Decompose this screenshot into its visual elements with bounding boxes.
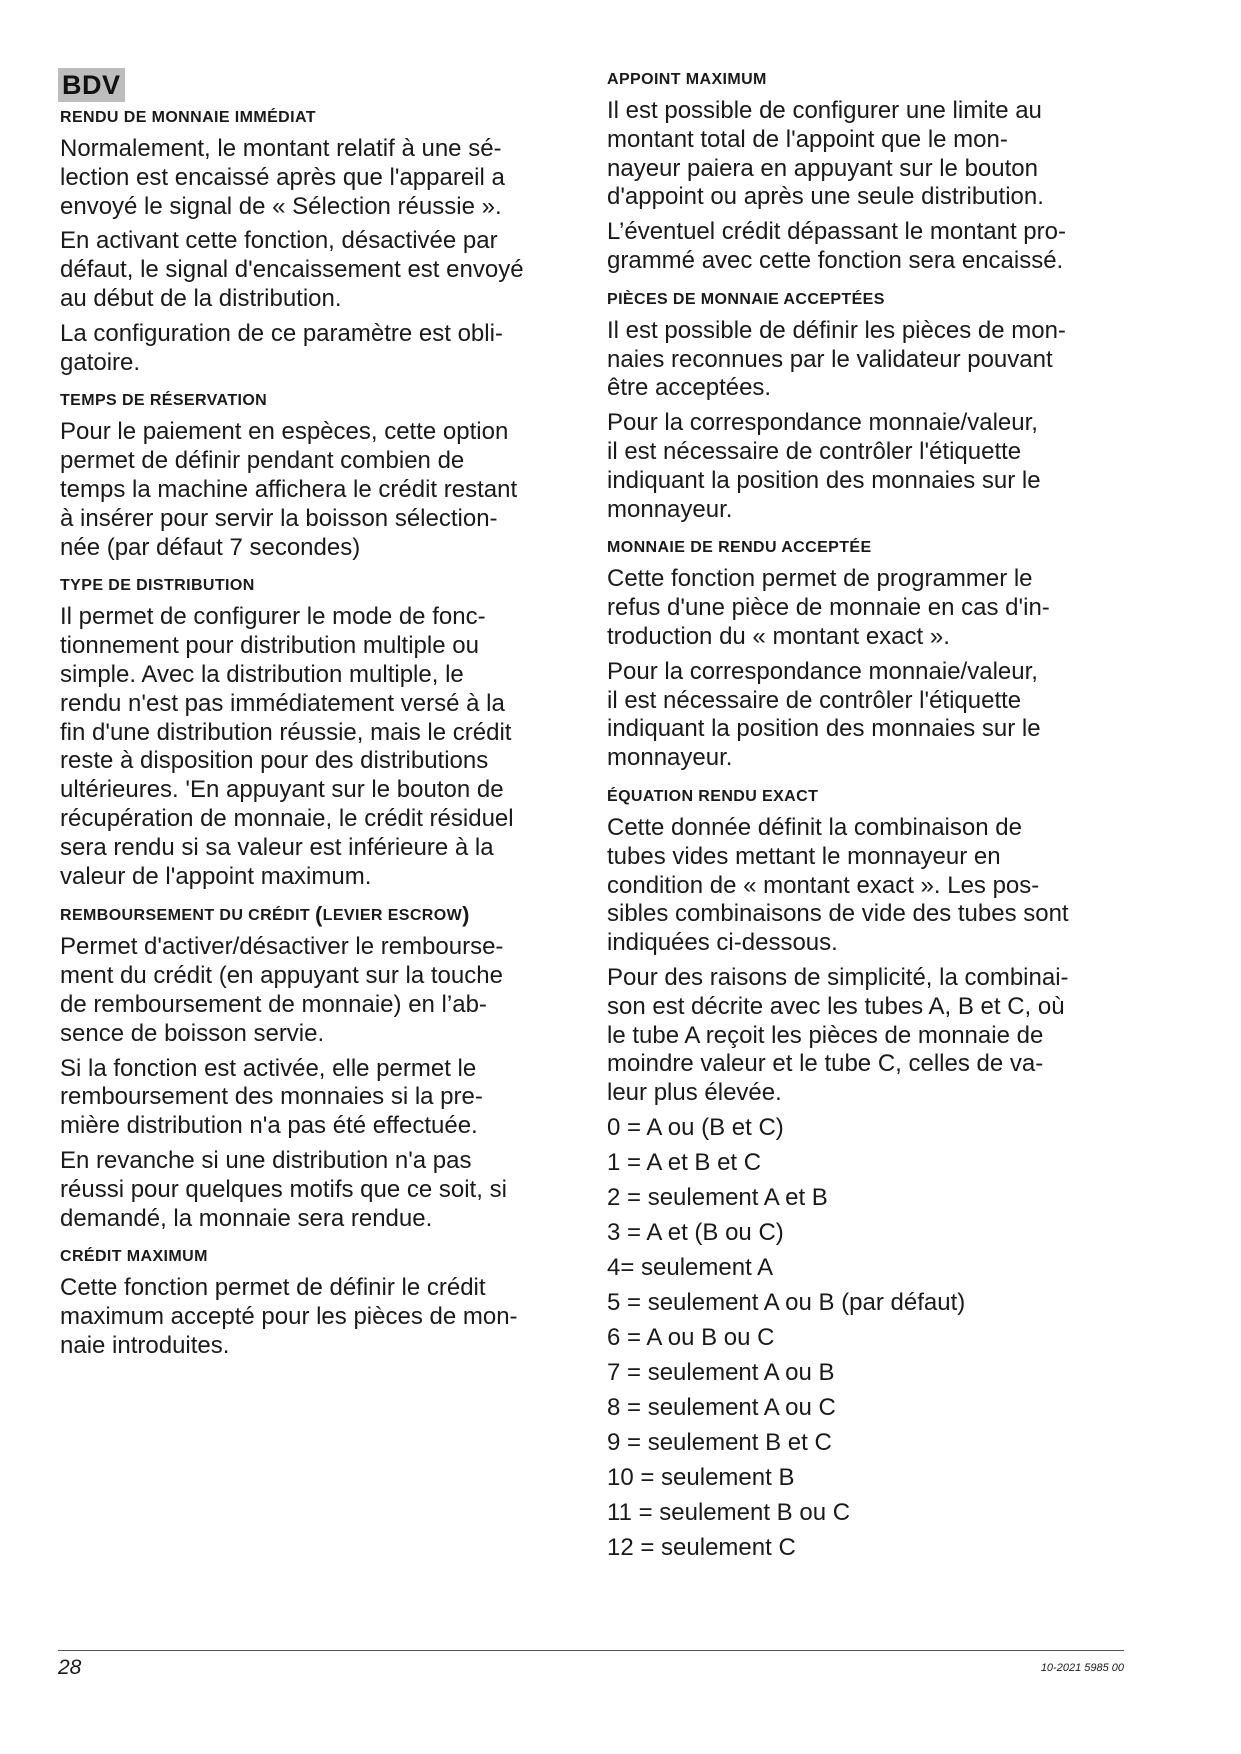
equation-item: 10 = seulement B: [607, 1463, 795, 1491]
equation-item: 1 = A et B et C: [607, 1148, 762, 1176]
left-column: [60, 108, 588, 1367]
section-monnaie-rendu-acceptee: [607, 538, 1137, 773]
paragraph: Pour le paiement en espèces, cette option permet de définir pendant combien de temps la machine affichera le crédit restant à insérer pour servir la boisson sélection- née (par défaut 7 secondes): [60, 418, 518, 561]
heading-paren-open: (: [314, 902, 323, 928]
section-pieces-acceptees: [607, 290, 1137, 525]
section-badge: BDV: [58, 68, 125, 102]
paragraph: Pour des raisons de simplicité, la combinai- son est décrite avec les tubes A, B et C, où le tube A reçoit les pièces de monnaie de moindre valeur et le tube C, celles de va- leur plus élevée.: [607, 963, 1069, 1107]
paragraph: Permet d'activer/désactiver le rembourse- ment du crédit (en appuyant sur la touche de remboursement de monnaie) en l’ab- sence de boisson servie.: [60, 933, 504, 1047]
equation-item: 5 = seulement A ou B (par défaut): [607, 1288, 966, 1316]
equation-item: 3 = A et (B ou C): [607, 1218, 784, 1246]
section-heading: [60, 902, 588, 928]
section-appoint-maximum: [607, 70, 1137, 276]
paragraph: Normalement, le montant relatif à une sé- lection est encaissé après que l'appareil a envoyé le signal de « Sélection réussie ».: [60, 135, 505, 220]
paragraph: Cette donnée définit la combinaison de tubes vides mettant le monnayeur en condition de « montant exact ». Les pos- sibles combinaisons de vide des tubes sont indiquées ci-dessous.: [607, 813, 1069, 957]
paragraph: En activant cette fonction, désactivée par défaut, le signal d'encaissement est envoyé au début de la distribution.: [60, 227, 524, 312]
paragraph: La configuration de ce paramètre est obli- gatoire.: [60, 319, 503, 376]
equation-item: 6 = A ou B ou C: [607, 1323, 775, 1351]
equation-item: 8 = seulement A ou C: [607, 1393, 836, 1421]
paragraph: Cette fonction permet de définir le crédit maximum accepté pour les pièces de mon- naie introduites.: [60, 1274, 518, 1359]
paragraph: Pour la correspondance monnaie/valeur, il est nécessaire de contrôler l'étiquette indiquant la position des monnaies sur le monnayeur.: [607, 409, 1041, 523]
equation-item: 0 = A ou (B et C): [607, 1113, 784, 1141]
section-heading: TEMPS DE RÉSERVATION: [60, 392, 268, 410]
equation-list: [607, 1114, 1137, 1563]
section-rendu-immediat: [60, 108, 588, 377]
equation-item: 2 = seulement A et B: [607, 1183, 828, 1211]
document-code: 10-2021 5985 00: [1040, 1662, 1124, 1674]
heading-text: LEVIER ESCROW: [322, 907, 463, 925]
equation-item: 7 = seulement A ou B: [607, 1358, 835, 1386]
section-remboursement-credit: [60, 902, 588, 1233]
section-type-distribution: [60, 576, 588, 891]
section-heading: MONNAIE DE RENDU ACCEPTÉE: [607, 539, 872, 557]
paragraph: Il est possible de configurer une limite au montant total de l'appoint que le mon- nayeur paiera en appuyant sur le bouton d'appoint ou après une seule distribution.: [607, 97, 1044, 211]
paragraph: En revanche si une distribution n'a pas réussi pour quelques motifs que ce soit, si demandé, la monnaie sera rendue.: [60, 1146, 507, 1232]
section-credit-maximum: [60, 1247, 588, 1360]
right-column: [607, 70, 1137, 1569]
paragraph: Cette fonction permet de programmer le refus d'une pièce de monnaie en cas d'in- troduction du « montant exact ».: [607, 565, 1050, 650]
section-heading: TYPE DE DISTRIBUTION: [60, 577, 255, 595]
section-heading: CRÉDIT MAXIMUM: [60, 1248, 208, 1266]
equation-item: 11 = seulement B ou C: [607, 1498, 851, 1526]
section-temps-reservation: [60, 391, 588, 562]
equation-item: 4= seulement A: [607, 1253, 774, 1281]
heading-text: REMBOURSEMENT DU CRÉDIT: [60, 907, 315, 925]
paragraph: Il est possible de définir les pièces de mon- naies reconnues par le validateur pouvant être acceptées.: [607, 316, 1066, 402]
page-number: 28: [58, 1656, 82, 1679]
section-heading: RENDU DE MONNAIE IMMÉDIAT: [60, 109, 316, 126]
paragraph: Si la fonction est activée, elle permet le remboursement des monnaies si la pre- mière distribution n'a pas été effectuée.: [60, 1054, 483, 1140]
paragraph: Pour la correspondance monnaie/valeur, il est nécessaire de contrôler l'étiquette indiquant la position des monnaies sur le monnayeur.: [607, 657, 1041, 772]
footer-divider: [58, 1650, 1124, 1651]
section-equation-rendu-exact: [607, 787, 1137, 1563]
equation-item: 12 = seulement C: [607, 1533, 796, 1561]
section-heading: PIÈCES DE MONNAIE ACCEPTÉES: [607, 290, 885, 308]
section-heading: APPOINT MAXIMUM: [607, 71, 767, 88]
equation-item: 9 = seulement B et C: [607, 1428, 832, 1456]
section-heading: ÉQUATION RENDU EXACT: [607, 787, 819, 805]
paragraph: Il permet de configurer le mode de fonc- tionnement pour distribution multiple ou simple. Avec la distribution multiple, le rendu n'est pas immédiatement versé à la fin d'une distribution réussie, mais le crédit reste à disposition pour des distributions ultérieures. 'En appuyant sur le bouton de récupération de monnaie, le crédit résiduel sera rendu si sa valeur est inférieure à la valeur de l'appoint maximum.: [60, 603, 514, 890]
paragraph: L’éventuel crédit dépassant le montant pro- grammé avec cette fonction sera encaissé.: [607, 218, 1066, 274]
heading-paren-close: ): [462, 902, 470, 928]
